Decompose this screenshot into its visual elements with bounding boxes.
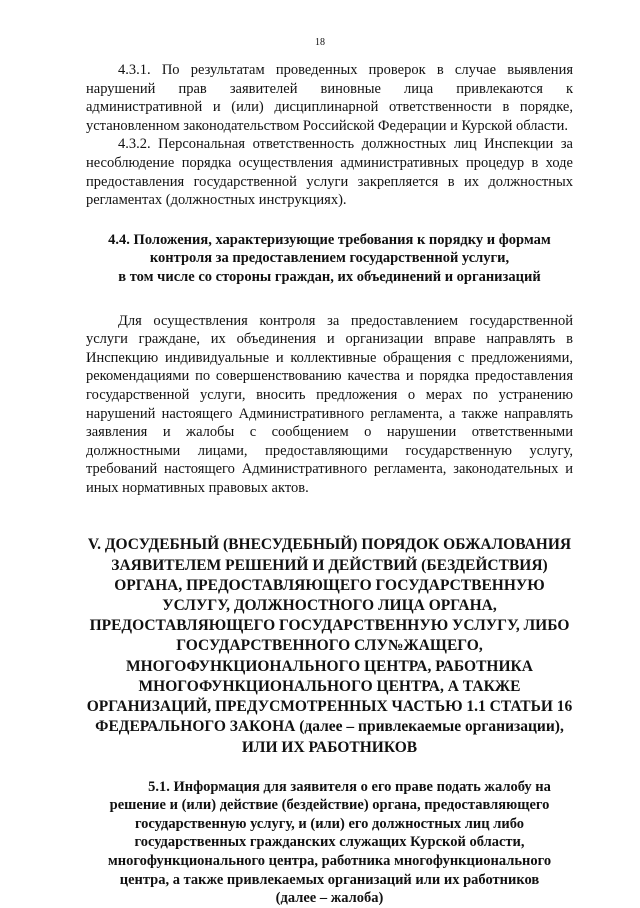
chapter-line: ОРГАНИЗАЦИЙ, ПРЕДУСМОТРЕННЫХ ЧАСТЬЮ 1.1 СТАТЬИ 16 [86,698,573,716]
chapter-line: ГОСУДАРСТВЕННОГО СЛУ№ЖАЩЕГО, [176,637,483,655]
paragraph-4-4: Для осуществления контроля за предоставлением государственной услуги граждане, их объединения и организации вправе направлять в Инспекцию индивидуальные и коллективные обращения с предложениями, рекомендациями по совершенствованию качества и порядка предоставления государственной услуги, вносить предложения о мерах по устранению нарушений настоящего Административного регламента, а также направлять заявления и жалобы с сообщением о нарушении ответственными должностными лицами, предоставляющими государственную услугу, требований настоящего Административного регламента, законодательных и иных нормативных правовых актов. [86,312,573,496]
chapter-line: УСЛУГУ, ДОЛЖНОСТНОГО ЛИЦА ОРГАНА, [162,597,497,615]
chapter-line: МНОГОФУНКЦИОНАЛЬНОГО ЦЕНТРА, А ТАКЖЕ [138,677,521,695]
heading-line: 5.1. Информация для заявителя о его праве подать жалобу на [148,778,551,795]
chapter-line: ФЕДЕРАЛЬНОГО ЗАКОНА (далее – привлекаемые организации), [95,718,564,736]
heading-line: решение и (или) действие (бездействие) органа, предоставляющего [109,797,550,814]
heading-line: (далее – жалоба) [275,890,384,907]
chapter-line: ИЛИ ИХ РАБОТНИКОВ [241,738,418,756]
chapter-line: ПРЕДОСТАВЛЯЮЩЕГО ГОСУДАРСТВЕННУЮ УСЛУГУ, ЛИБО [89,617,570,635]
chapter-line: МНОГОФУНКЦИОНАЛЬНОГО ЦЕНТРА, РАБОТНИКА [126,657,533,675]
heading-line: 4.4. Положения, характеризующие требования к порядку и формам [108,231,551,248]
chapter-line: V. ДОСУДЕБНЫЙ (ВНЕСУДЕБНЫЙ) ПОРЯДОК ОБЖАЛОВАНИЯ [87,536,572,554]
heading-line: государственных гражданских служащих Курской области, [134,834,525,851]
paragraph-4-3-1: 4.3.1. По результатам проведенных проверок в случае выявления нарушений прав заявителей виновные лица привлекаются к административной и (или) дисциплинарной ответственности в порядке, установленном законодательством Российской Федерации и Курской области. [86,62,573,134]
heading-line: многофункционального центра, работника многофункционального [107,853,552,870]
section-4-4-heading [86,231,573,287]
paragraph-4-3-2: 4.3.2. Персональная ответственность должностных лиц Инспекции за несоблюдение порядка осуществления административных процедур в ходе предоставления государственной услуги закрепляется в их должностных регламентах (должностных инструкциях). [86,136,573,209]
chapter-v-title [80,535,579,757]
page-content [86,61,573,908]
section-5-1-heading [86,778,573,908]
heading-line: в том числе со стороны граждан, их объединений и организаций [118,268,541,285]
chapter-line: ЗАЯВИТЕЛЕМ РЕШЕНИЙ И ДЕЙСТВИЙ (БЕЗДЕЙСТВИЯ) [111,556,548,574]
heading-line: центра, а также привлекаемых организаций или их работников [119,871,540,888]
heading-line: государственную услугу, и (или) его должностных лиц либо [134,815,525,832]
heading-line: контроля за предоставлением государственной услуги, [149,250,510,267]
chapter-line: ОРГАНА, ПРЕДОСТАВЛЯЮЩЕГО ГОСУДАРСТВЕННУЮ [114,576,545,594]
page-number: 18 [315,37,325,48]
